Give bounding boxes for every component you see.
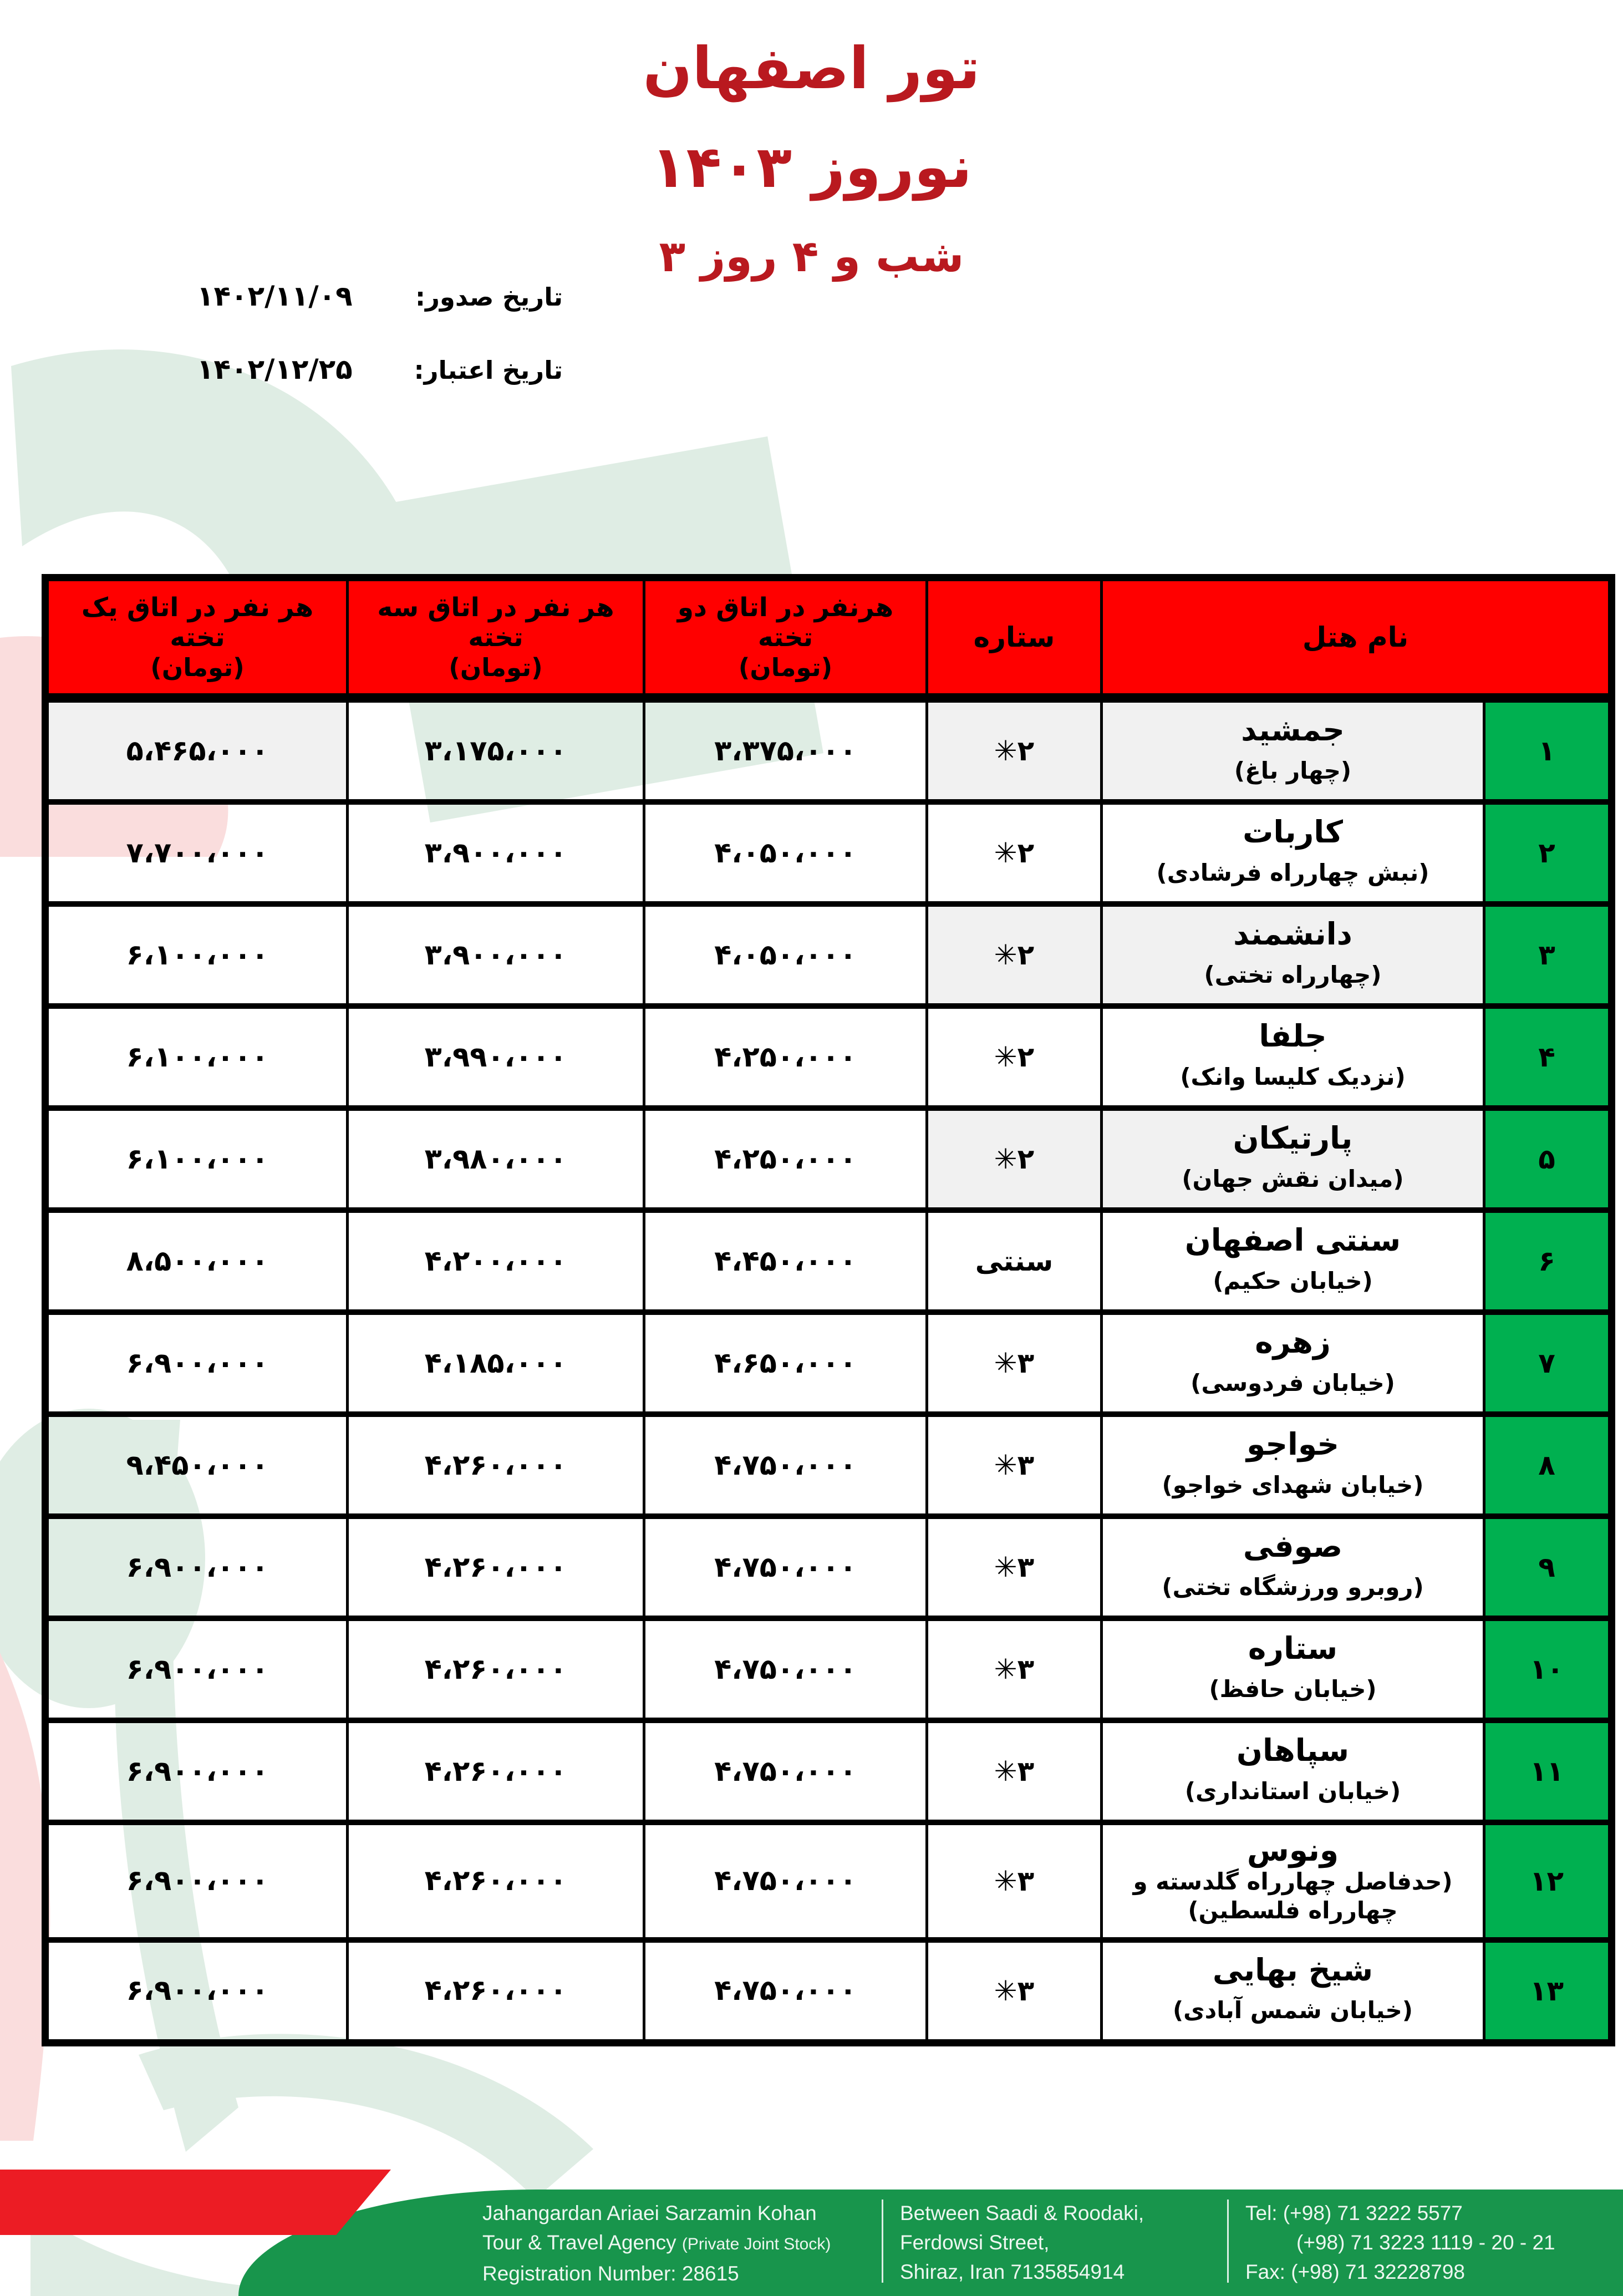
row-number-cell: ۳ (1484, 904, 1612, 1006)
single-room-price-cell: ۶،۱۰۰،۰۰۰ (45, 904, 348, 1006)
star-rating-cell: ✳۲ (927, 904, 1102, 1006)
hotel-location: (روبرو ورزشگاه تختی) (1162, 1573, 1424, 1601)
validity-date-value: ۱۴۰۲/۱۲/۲۵ (197, 353, 353, 385)
row-number-cell: ۱۱ (1484, 1720, 1612, 1822)
hotel-name: ستاره (1248, 1630, 1338, 1666)
currency-note: (تومان) (738, 653, 833, 683)
hotel-name-cell (1102, 1822, 1484, 1940)
hotel-name: پارتیکان (1233, 1120, 1353, 1156)
double-room-price-cell: ۴،۷۵۰،۰۰۰ (644, 1516, 927, 1618)
hotel-name-cell (1102, 1006, 1484, 1108)
hotel-location: (میدان نقش جهان) (1182, 1165, 1404, 1192)
validity-date-row (197, 353, 563, 399)
table-header-row (45, 578, 1612, 698)
address-line-1: Between Saadi & Roodaki, (900, 2202, 1144, 2224)
header-hotel-name: نام هتل (1102, 578, 1612, 698)
star-rating-cell: ✳۲ (927, 1108, 1102, 1210)
row-number-cell: ۶ (1484, 1210, 1612, 1312)
star-rating-cell: ✳۳ (927, 1940, 1102, 2043)
hotel-row (45, 1720, 1612, 1822)
header-stars: ستاره (927, 578, 1102, 698)
hotel-name: شیخ بهایی (1212, 1952, 1373, 1988)
double-room-price-cell: ۴،۷۵۰،۰۰۰ (644, 1618, 927, 1720)
hotel-row (45, 1006, 1612, 1108)
triple-room-price-cell: ۴،۲۶۰،۰۰۰ (348, 1720, 644, 1822)
hotel-location: (چهار باغ) (1234, 756, 1352, 784)
tour-duration: ۳ شب و ۴ روز (659, 232, 964, 282)
currency-note: (تومان) (449, 653, 543, 683)
double-room-price-cell: ۴،۰۵۰،۰۰۰ (644, 904, 927, 1006)
footer-contact-block (1245, 2198, 1555, 2288)
tour-title: تور اصفهان (643, 34, 980, 102)
triple-room-price-cell: ۴،۲۰۰،۰۰۰ (348, 1210, 644, 1312)
double-room-price-cell: ۴،۶۵۰،۰۰۰ (644, 1312, 927, 1414)
hotel-table-body (45, 698, 1612, 2043)
double-room-price-cell: ۴،۷۵۰،۰۰۰ (644, 1720, 927, 1822)
star-rating-cell: ✳۳ (927, 1822, 1102, 1940)
footer (238, 2190, 1623, 2296)
star-rating-cell: ✳۲ (927, 698, 1102, 802)
footer-address-block (900, 2198, 1210, 2288)
single-room-price-cell: ۸،۵۰۰،۰۰۰ (45, 1210, 348, 1312)
row-number-cell: ۹ (1484, 1516, 1612, 1618)
hotel-name: خواجو (1246, 1426, 1340, 1462)
hotel-row (45, 1414, 1612, 1516)
agency-name: Jahangardan Ariaei Sarzamin Kohan (482, 2202, 817, 2224)
star-rating-cell: ✳۲ (927, 802, 1102, 904)
double-room-price-cell: ۴،۴۵۰،۰۰۰ (644, 1210, 927, 1312)
single-room-price-cell: ۹،۴۵۰،۰۰۰ (45, 1414, 348, 1516)
hotel-name-cell (1102, 1516, 1484, 1618)
triple-room-price-cell: ۳،۹۹۰،۰۰۰ (348, 1006, 644, 1108)
hotel-name: کاربات (1243, 814, 1343, 850)
double-room-price-cell: ۴،۲۵۰،۰۰۰ (644, 1108, 927, 1210)
single-room-price-cell: ۶،۹۰۰،۰۰۰ (45, 1940, 348, 2043)
footer-divider (1227, 2200, 1229, 2283)
address-line-3: Shiraz, Iran 7135854914 (900, 2261, 1125, 2283)
row-number-cell: ۵ (1484, 1108, 1612, 1210)
single-room-price-cell: ۶،۹۰۰،۰۰۰ (45, 1720, 348, 1822)
triple-room-price-cell: ۴،۲۶۰،۰۰۰ (348, 1414, 644, 1516)
single-room-price-cell: ۶،۹۰۰،۰۰۰ (45, 1822, 348, 1940)
agency-type: Tour & Travel Agency (Private Joint Stock) (482, 2231, 831, 2254)
hotel-location: (خیابان شهدای خواجو) (1162, 1471, 1424, 1499)
star-rating-cell: سنتی (927, 1210, 1102, 1312)
star-rating-cell: ✳۳ (927, 1414, 1102, 1516)
price-table (42, 574, 1615, 2046)
header-single-room: هر نفر در اتاق یک تخته (تومان) (45, 578, 348, 698)
row-number-cell: ۸ (1484, 1414, 1612, 1516)
hotel-row (45, 904, 1612, 1006)
star-rating-cell: ✳۳ (927, 1618, 1102, 1720)
hotel-row (45, 1108, 1612, 1210)
hotel-name-cell (1102, 1108, 1484, 1210)
hotel-location: (حدفاصل چهارراه گلدسته و چهارراه فلسطین) (1133, 1867, 1453, 1924)
hotel-location: (خیابان شمس آبادی) (1172, 1997, 1413, 2024)
hotel-name: صوفی (1243, 1528, 1343, 1564)
footer-divider (882, 2200, 883, 2283)
single-room-price-cell: ۶،۹۰۰،۰۰۰ (45, 1516, 348, 1618)
hotel-row (45, 1516, 1612, 1618)
double-room-price-cell: ۴،۷۵۰،۰۰۰ (644, 1822, 927, 1940)
hotel-name: دانشمند (1233, 916, 1352, 952)
hotel-name-cell (1102, 1618, 1484, 1720)
hotel-name-cell (1102, 802, 1484, 904)
row-number-cell: ۱۳ (1484, 1940, 1612, 2043)
hotel-name-cell (1102, 1414, 1484, 1516)
single-room-price-cell: ۶،۹۰۰،۰۰۰ (45, 1618, 348, 1720)
issue-date-row (197, 280, 563, 326)
star-rating-cell: ✳۳ (927, 1312, 1102, 1414)
brand-red-band (0, 2170, 391, 2235)
triple-room-price-cell: ۳،۹۰۰،۰۰۰ (348, 904, 644, 1006)
double-room-price-cell: ۴،۰۵۰،۰۰۰ (644, 802, 927, 904)
triple-room-price-cell: ۴،۲۶۰،۰۰۰ (348, 1940, 644, 2043)
hotel-name-cell (1102, 1312, 1484, 1414)
address-line-2: Ferdowsi Street, (900, 2231, 1050, 2254)
triple-room-price-cell: ۳،۹۰۰،۰۰۰ (348, 802, 644, 904)
hotel-name-cell (1102, 698, 1484, 802)
row-number-cell: ۲ (1484, 802, 1612, 904)
agency-type-note: (Private Joint Stock) (681, 2235, 831, 2253)
hotel-name-cell (1102, 1720, 1484, 1822)
hotel-row (45, 1618, 1612, 1720)
double-room-price-cell: ۴،۲۵۰،۰۰۰ (644, 1006, 927, 1108)
validity-date-label: تاریخ اعتبار: (414, 355, 563, 385)
header-triple-room: هر نفر در اتاق سه تخته (تومان) (348, 578, 644, 698)
row-number-cell: ۱ (1484, 698, 1612, 802)
currency-note: (تومان) (150, 653, 245, 683)
single-room-price-cell: ۵،۴۶۵،۰۰۰ (45, 698, 348, 802)
star-rating-cell: ✳۳ (927, 1720, 1102, 1822)
issue-date-value: ۱۴۰۲/۱۱/۰۹ (197, 280, 353, 312)
hotel-name: سپاهان (1237, 1733, 1349, 1768)
hotel-location: (چهارراه تختی) (1204, 961, 1382, 988)
row-number-cell: ۱۰ (1484, 1618, 1612, 1720)
hotel-name: جلفا (1259, 1018, 1327, 1054)
hotel-row (45, 802, 1612, 904)
triple-room-price-cell: ۴،۱۸۵،۰۰۰ (348, 1312, 644, 1414)
double-room-price-cell: ۴،۷۵۰،۰۰۰ (644, 1414, 927, 1516)
hotel-row (45, 1940, 1612, 2043)
agency-registration: Registration Number: 28615 (482, 2262, 739, 2285)
hotel-row (45, 698, 1612, 802)
hotel-name-cell (1102, 1210, 1484, 1312)
issue-date-label: تاریخ صدور: (415, 282, 563, 312)
hotel-name: زهره (1255, 1324, 1331, 1360)
fax-number: Fax: (+98) 71 32228798 (1245, 2261, 1465, 2283)
hotel-row (45, 1822, 1612, 1940)
hotel-name: جمشید (1241, 712, 1345, 748)
phone-number: Tel: (+98) 71 3222 5577 (1245, 2202, 1463, 2224)
footer-agency-block (482, 2198, 865, 2288)
dates-block (197, 280, 563, 426)
hotel-name-cell (1102, 1940, 1484, 2043)
hotel-location: (خیابان حافظ) (1209, 1675, 1377, 1703)
row-number-cell: ۱۲ (1484, 1822, 1612, 1940)
hotel-location: (خیابان استانداری) (1184, 1777, 1401, 1805)
star-rating-cell: ✳۳ (927, 1516, 1102, 1618)
hotel-row (45, 1312, 1612, 1414)
triple-room-price-cell: ۴،۲۶۰،۰۰۰ (348, 1618, 644, 1720)
hotel-price-table (42, 574, 1608, 2046)
hotel-name: سنتی اصفهان (1184, 1222, 1401, 1258)
hotel-location: (خیابان فردوسی) (1190, 1369, 1395, 1396)
single-room-price-cell: ۶،۱۰۰،۰۰۰ (45, 1006, 348, 1108)
tour-season: نوروز ۱۴۰۳ (651, 133, 972, 201)
row-number-cell: ۷ (1484, 1312, 1612, 1414)
triple-room-price-cell: ۳،۹۸۰،۰۰۰ (348, 1108, 644, 1210)
row-number-cell: ۴ (1484, 1006, 1612, 1108)
star-rating-cell: ✳۲ (927, 1006, 1102, 1108)
hotel-row (45, 1210, 1612, 1312)
triple-room-price-cell: ۴،۲۶۰،۰۰۰ (348, 1516, 644, 1618)
hotel-location: (نزدیک کلیسا وانک) (1180, 1063, 1406, 1090)
double-room-price-cell: ۴،۷۵۰،۰۰۰ (644, 1940, 927, 2043)
hotel-name: ونوس (1246, 1832, 1339, 1868)
single-room-price-cell: ۷،۷۰۰،۰۰۰ (45, 802, 348, 904)
triple-room-price-cell: ۴،۲۶۰،۰۰۰ (348, 1822, 644, 1940)
double-room-price-cell: ۳،۳۷۵،۰۰۰ (644, 698, 927, 802)
hotel-location: (نبش چهارراه فرشادی) (1156, 859, 1429, 886)
single-room-price-cell: ۶،۹۰۰،۰۰۰ (45, 1312, 348, 1414)
triple-room-price-cell: ۳،۱۷۵،۰۰۰ (348, 698, 644, 802)
hotel-name-cell (1102, 904, 1484, 1006)
header-double-room: هرنفر در اتاق دو تخته (تومان) (644, 578, 927, 698)
hotel-location: (خیابان حکیم) (1213, 1267, 1373, 1294)
phone-number-2: (+98) 71 3223 1119 - 20 - 21 (1296, 2231, 1555, 2254)
single-room-price-cell: ۶،۱۰۰،۰۰۰ (45, 1108, 348, 1210)
